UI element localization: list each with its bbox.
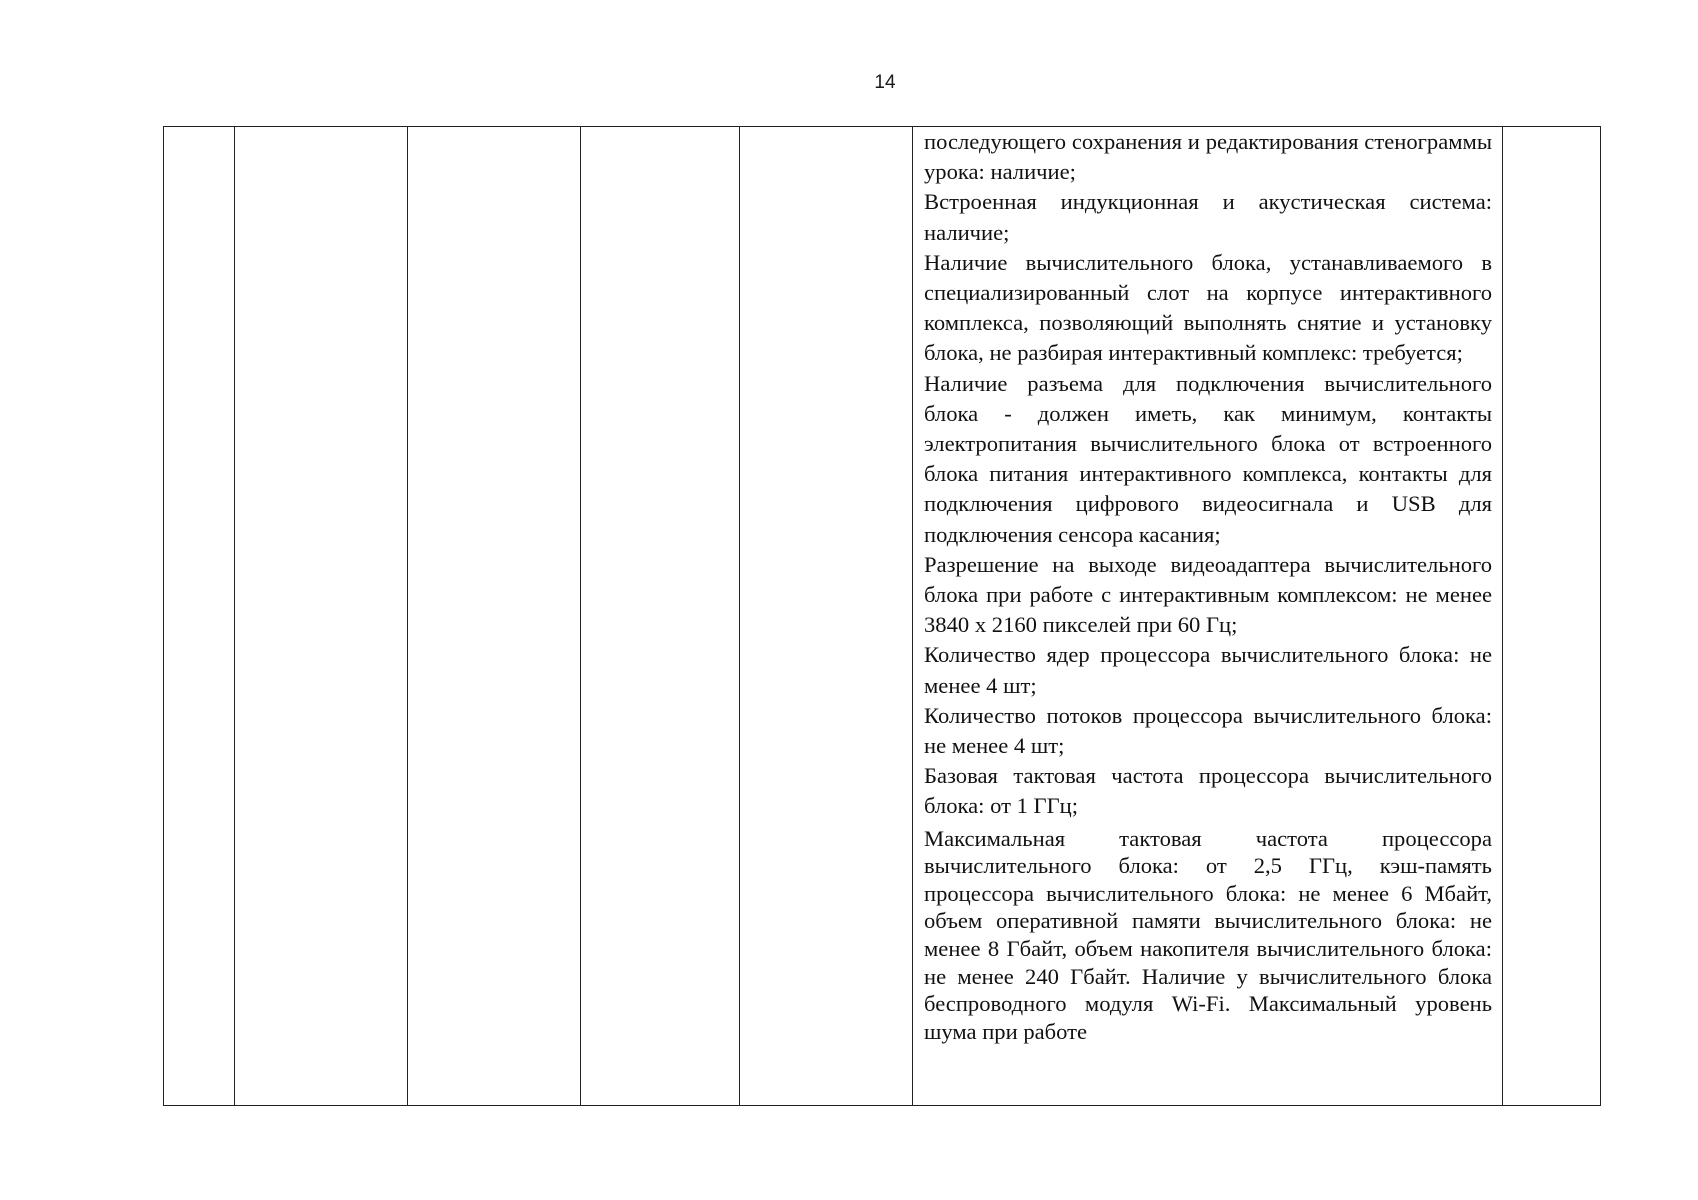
spec-paragraph: Наличие разъема для подключения вычислительного блока - должен иметь, как минимум, контакты электропитания вычислительного блока от встроенного блока питания интерактивного комплекса, контакты для подключения цифрового видеосигнала и USB для подключения сенсора касания; (924, 370, 1492, 547)
specification-cell (913, 127, 1503, 1106)
specification-text (913, 127, 1502, 1045)
page-number: 14 (874, 72, 896, 93)
empty-cell-4 (581, 127, 740, 1106)
number-cell (164, 127, 235, 1106)
spec-paragraph: Количество потоков процессора вычислительного блока: не менее 4 шт; (924, 702, 1492, 759)
spec-paragraph: последующего сохранения и редактирования стенограммы урока: наличие; (924, 129, 1492, 185)
specification-table (163, 126, 1601, 1106)
empty-cell-2 (235, 127, 408, 1106)
spec-paragraph: Разрешение на выходе видеоадаптера вычислительного блока при работе с интерактивным комплексом: не менее 3840 х 2160 пикселей при 60 Гц; (924, 551, 1492, 638)
spec-paragraph: Наличие вычислительного блока, устанавливаемого в специализированный слот на корпусе интерактивного комплекса, позволяющий выполнять снятие и установку блока, не разбирая интерактивный комплекс: требуется; (924, 249, 1492, 366)
empty-cell-3 (408, 127, 581, 1106)
spec-paragraph: Встроенная индукционная и акустическая система: наличие; (924, 189, 1492, 245)
spec-paragraph: Количество ядер процессора вычислительного блока: не менее 4 шт; (924, 642, 1492, 698)
spec-paragraph: Базовая тактовая частота процессора вычислительного блока: от 1 ГГц; (924, 763, 1492, 819)
spec-paragraph: Максимальная тактовая частота процессора вычислительного блока: от 2,5 ГГц, кэш-память процессора вычислительного блока: не менее 6 Мбайт, объем оперативной памяти вычислительного блока: не менее 8 Гбайт, объем накопителя вычислительного блока: не менее 240 Гбайт. Наличие у вычислительного блока беспроводного модуля Wi-Fi. Максимальный уровень шума при работе (924, 825, 1492, 1044)
table-row (164, 127, 1601, 1106)
empty-cell-7 (1503, 127, 1601, 1106)
empty-cell-5 (740, 127, 913, 1106)
